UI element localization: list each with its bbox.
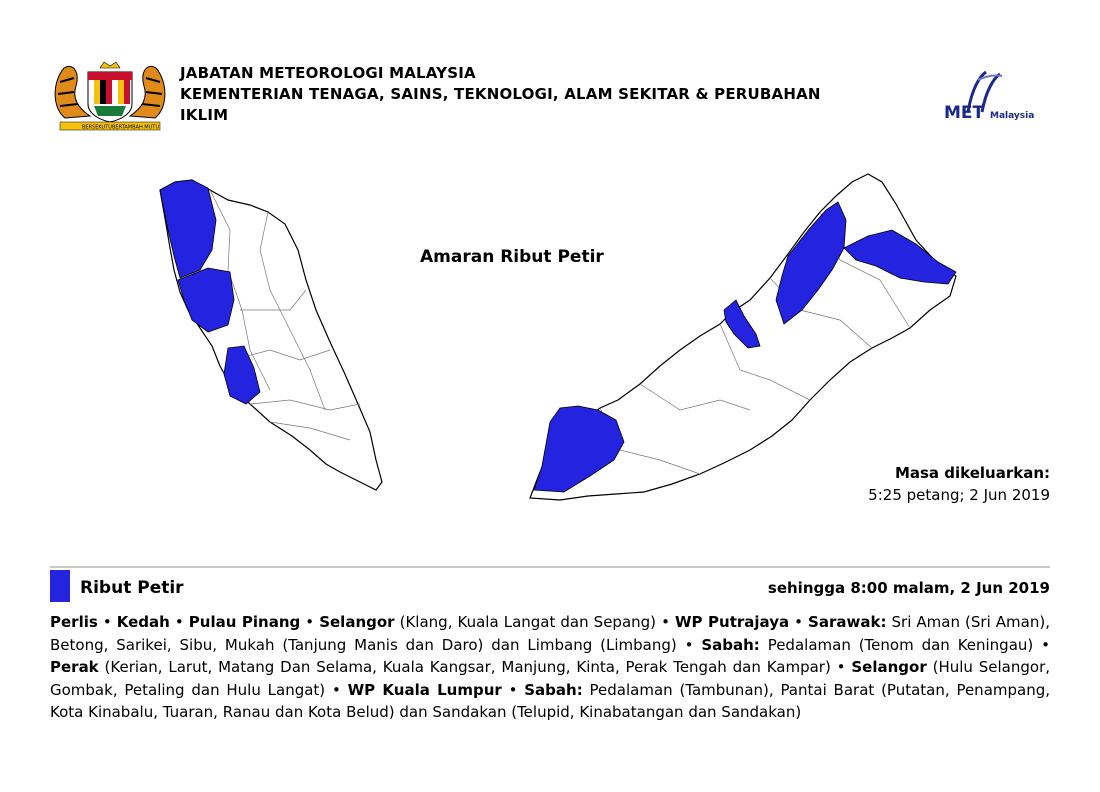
malaysia-warning-map [120,160,980,520]
area-detail: • [97,613,117,631]
crest-motto-right: BERTAMBAH MUTU [112,124,159,131]
warning-valid-until: sehingga 8:00 malam, 2 Jun 2019 [767,579,1050,597]
peninsular-malaysia [160,180,382,490]
met-logo-text: MET [944,103,985,123]
warning-title: Ribut Petir [80,578,184,598]
malaysia-logo-text: Malaysia [990,111,1035,121]
map-title: Amaran Ribut Petir [420,247,604,267]
met-malaysia-logo [938,68,1050,124]
area-detail: • [300,613,320,631]
area-detail: Pedalaman (Tambunan), Pantai Barat (Putatan, Penampang, Kota Kinabalu, Tuaran, Ranau dan Kota Belud) dan Sandakan (Telupid, Kinabatangan dan Sandakan) [50,680,1051,721]
area-name: Perlis [50,613,98,631]
area-name: WP Kuala Lumpur [347,680,502,699]
header-title [180,63,821,126]
area-name: Selangor [851,658,927,676]
ministry-name-cont: IKLIM [180,106,229,124]
header [50,60,1050,140]
warning-area-perak [178,268,234,332]
issued-value: 5:25 petang; 2 Jun 2019 [868,486,1050,504]
area-detail: Pedalaman (Tenom dan Keningau) • [759,635,1050,654]
area-detail: (Klang, Kuala Langat dan Sepang) • [394,613,675,631]
ministry-name: KEMENTERIAN TENAGA, SAINS, TEKNOLOGI, ALAM SEKITAR & PERUBAHAN [180,85,821,103]
area-detail: • [789,613,809,631]
warning-areas-list [50,611,1050,724]
area-name: Selangor [319,613,395,631]
area-name: Sarawak: [808,613,887,631]
area-name: Sabah: [524,680,583,699]
warning-color-swatch [50,570,70,602]
issued-time [868,462,1050,506]
warning-header [50,570,1050,602]
area-name: WP Putrajaya [674,613,790,631]
area-name: Kedah [116,613,170,631]
coat-of-arms-logo [50,60,170,132]
issued-label: Masa dikeluarkan: [894,464,1050,482]
area-detail: • [501,680,525,699]
area-detail: • [169,613,189,631]
agency-name: JABATAN METEOROLOGI MALAYSIA [180,64,476,82]
area-detail: (Kerian, Larut, Matang Dan Selama, Kuala Kangsar, Manjung, Kinta, Perak Tengah dan Kampar) • [98,658,852,676]
divider [50,566,1050,568]
crest-motto-left: BERSEKUTU [82,124,112,131]
area-name: Pulau Pinang [188,613,301,631]
area-detail: (Hulu Selangor, Gombak, Petaling dan Hulu Langat) • [50,658,1051,699]
area-detail: Sri Aman (Sri Aman), Betong, Sarikei, Sibu, Mukah (Tanjung Manis dan Daro) dan Limbang (Limbang) • [50,613,1050,654]
area-name: Perak [50,658,99,676]
area-name: Sabah: [701,635,760,654]
borneo-malaysia [530,174,956,500]
